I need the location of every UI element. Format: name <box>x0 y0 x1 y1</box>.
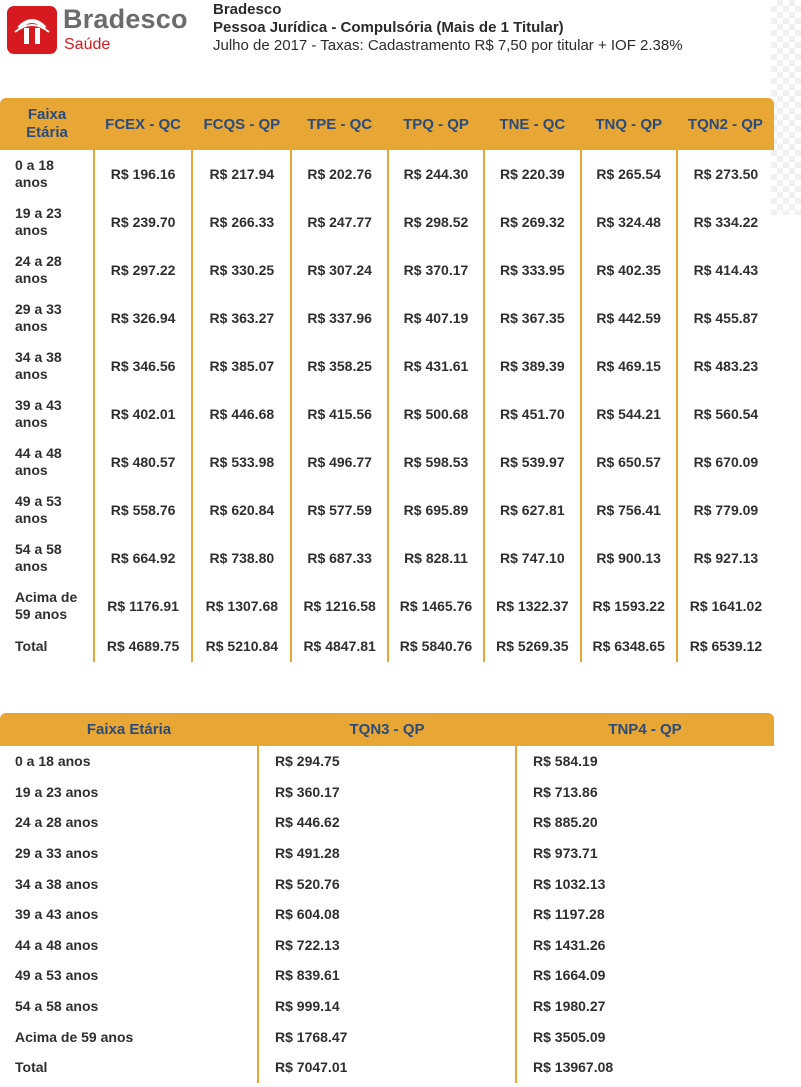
brand-name: Bradesco <box>63 4 188 34</box>
price-cell: R$ 828.11 <box>388 534 484 582</box>
table-row <box>0 246 774 294</box>
price-cell: R$ 695.89 <box>388 486 484 534</box>
price-cell: R$ 1307.68 <box>192 582 291 630</box>
table-row <box>0 746 774 777</box>
table-row <box>0 438 774 486</box>
price-cell: R$ 1768.47 <box>258 1021 516 1052</box>
price-cell: R$ 558.76 <box>94 486 192 534</box>
price-cell: R$ 446.62 <box>258 807 516 838</box>
age-range-cell: 29 a 33 anos <box>15 845 99 862</box>
table-row <box>0 294 774 342</box>
table-row <box>0 198 774 246</box>
table-row <box>0 582 774 630</box>
price-cell: R$ 385.07 <box>192 342 291 390</box>
age-range-cell: 49 a 53 anos <box>15 493 62 526</box>
table-row <box>0 534 774 582</box>
total-row <box>0 1052 774 1083</box>
price-cell: R$ 713.86 <box>516 777 774 808</box>
table-row <box>0 991 774 1022</box>
price-cell: R$ 455.87 <box>677 294 774 342</box>
total-label: Total <box>15 1059 48 1076</box>
price-cell: R$ 756.41 <box>581 486 677 534</box>
price-cell: R$ 220.39 <box>484 150 580 198</box>
price-cell: R$ 664.92 <box>94 534 192 582</box>
price-cell: R$ 333.95 <box>484 246 580 294</box>
column-header: TPQ - QP <box>388 98 484 150</box>
price-cell: R$ 1431.26 <box>516 930 774 961</box>
age-range-cell: 34 a 38 anos <box>15 875 99 892</box>
price-cell: R$ 533.98 <box>192 438 291 486</box>
price-cell: R$ 598.53 <box>388 438 484 486</box>
price-cell: R$ 407.19 <box>388 294 484 342</box>
price-cell: R$ 402.01 <box>94 390 192 438</box>
age-range-cell: 29 a 33 anos <box>15 301 62 334</box>
price-cell: R$ 265.54 <box>581 150 677 198</box>
price-cell: R$ 367.35 <box>484 294 580 342</box>
price-cell: R$ 244.30 <box>388 150 484 198</box>
age-range-cell: Acima de 59 anos <box>15 1028 134 1045</box>
total-cell: R$ 6348.65 <box>581 630 677 662</box>
price-cell: R$ 1465.76 <box>388 582 484 630</box>
age-range-cell: 19 a 23 anos <box>15 783 99 800</box>
price-cell: R$ 687.33 <box>291 534 387 582</box>
price-cell: R$ 414.43 <box>677 246 774 294</box>
price-cell: R$ 1593.22 <box>581 582 677 630</box>
total-cell: R$ 5269.35 <box>484 630 580 662</box>
table-row <box>0 1021 774 1052</box>
column-header: TNE - QC <box>484 98 580 150</box>
column-header: FCEX - QC <box>94 98 192 150</box>
price-cell: R$ 389.39 <box>484 342 580 390</box>
price-cell: R$ 446.68 <box>192 390 291 438</box>
price-cell: R$ 294.75 <box>258 746 516 777</box>
price-cell: R$ 500.68 <box>388 390 484 438</box>
price-cell: R$ 560.54 <box>677 390 774 438</box>
total-label: Total <box>15 637 48 654</box>
price-cell: R$ 1980.27 <box>516 991 774 1022</box>
price-cell: R$ 3505.09 <box>516 1021 774 1052</box>
table-row <box>0 930 774 961</box>
table-row <box>0 899 774 930</box>
price-cell: R$ 670.09 <box>677 438 774 486</box>
price-cell: R$ 927.13 <box>677 534 774 582</box>
column-header: TNP4 - QP <box>516 713 774 746</box>
bradesco-logo-icon <box>7 6 57 54</box>
price-cell: R$ 247.77 <box>291 198 387 246</box>
price-cell: R$ 324.48 <box>581 198 677 246</box>
price-cell: R$ 1032.13 <box>516 868 774 899</box>
price-cell: R$ 298.52 <box>388 198 484 246</box>
total-cell: R$ 7047.01 <box>258 1052 516 1083</box>
price-cell: R$ 217.94 <box>192 150 291 198</box>
header-line-1: Bradesco <box>213 1 282 18</box>
age-range-cell: 0 a 18 anos <box>15 157 54 190</box>
table-row <box>0 868 774 899</box>
price-cell: R$ 999.14 <box>258 991 516 1022</box>
price-cell: R$ 1216.58 <box>291 582 387 630</box>
price-cell: R$ 1641.02 <box>677 582 774 630</box>
price-cell: R$ 738.80 <box>192 534 291 582</box>
total-cell: R$ 5210.84 <box>192 630 291 662</box>
age-range-cell: 39 a 43 anos <box>15 397 62 430</box>
price-cell: R$ 1322.37 <box>484 582 580 630</box>
price-cell: R$ 239.70 <box>94 198 192 246</box>
total-row <box>0 630 774 662</box>
age-range-cell: 39 a 43 anos <box>15 906 99 923</box>
price-cell: R$ 402.35 <box>581 246 677 294</box>
price-cell: R$ 196.16 <box>94 150 192 198</box>
table-header-row <box>0 98 774 150</box>
age-range-cell: 44 a 48 anos <box>15 445 62 478</box>
price-cell: R$ 326.94 <box>94 294 192 342</box>
price-cell: R$ 415.56 <box>291 390 387 438</box>
age-range-cell: 19 a 23 anos <box>15 205 62 238</box>
price-cell: R$ 273.50 <box>677 150 774 198</box>
age-range-cell: 49 a 53 anos <box>15 967 99 984</box>
table-row <box>0 960 774 991</box>
price-cell: R$ 900.13 <box>581 534 677 582</box>
table-row <box>0 777 774 808</box>
price-cell: R$ 722.13 <box>258 930 516 961</box>
price-cell: R$ 346.56 <box>94 342 192 390</box>
price-cell: R$ 483.23 <box>677 342 774 390</box>
column-header: FCQS - QP <box>192 98 291 150</box>
age-column-header: Faixa Etária <box>0 713 258 746</box>
price-cell: R$ 584.19 <box>516 746 774 777</box>
table-header-row <box>0 713 774 746</box>
price-cell: R$ 337.96 <box>291 294 387 342</box>
price-cell: R$ 973.71 <box>516 838 774 869</box>
price-cell: R$ 839.61 <box>258 960 516 991</box>
price-cell: R$ 266.33 <box>192 198 291 246</box>
price-cell: R$ 577.59 <box>291 486 387 534</box>
price-cell: R$ 334.22 <box>677 198 774 246</box>
table-row <box>0 390 774 438</box>
price-cell: R$ 1664.09 <box>516 960 774 991</box>
table-row <box>0 807 774 838</box>
age-range-cell: 34 a 38 anos <box>15 349 62 382</box>
price-cell: R$ 269.32 <box>484 198 580 246</box>
price-cell: R$ 307.24 <box>291 246 387 294</box>
age-range-cell: 24 a 28 anos <box>15 253 62 286</box>
price-cell: R$ 539.97 <box>484 438 580 486</box>
price-cell: R$ 627.81 <box>484 486 580 534</box>
price-cell: R$ 442.59 <box>581 294 677 342</box>
total-cell: R$ 5840.76 <box>388 630 484 662</box>
price-cell: R$ 360.17 <box>258 777 516 808</box>
price-cell: R$ 202.76 <box>291 150 387 198</box>
age-range-cell: 44 a 48 anos <box>15 936 99 953</box>
price-cell: R$ 650.57 <box>581 438 677 486</box>
brand-subtitle: Saúde <box>64 36 111 53</box>
price-cell: R$ 1176.91 <box>94 582 192 630</box>
age-column-header: Faixa Etária <box>0 98 94 150</box>
price-cell: R$ 451.70 <box>484 390 580 438</box>
price-cell: R$ 779.09 <box>677 486 774 534</box>
total-cell: R$ 6539.12 <box>677 630 774 662</box>
total-cell: R$ 13967.08 <box>516 1052 774 1083</box>
price-cell: R$ 363.27 <box>192 294 291 342</box>
age-range-cell: 0 a 18 anos <box>15 753 91 770</box>
price-cell: R$ 520.76 <box>258 868 516 899</box>
total-cell: R$ 4689.75 <box>94 630 192 662</box>
age-range-cell: 54 a 58 anos <box>15 541 62 574</box>
column-header: TNQ - QP <box>581 98 677 150</box>
price-cell: R$ 297.22 <box>94 246 192 294</box>
header-line-2: Pessoa Jurídica - Compulsória (Mais de 1 Titular) <box>213 19 564 36</box>
table-row <box>0 838 774 869</box>
page-header <box>0 0 801 70</box>
age-range-cell: Acima de 59 anos <box>15 589 78 622</box>
table-row <box>0 150 774 198</box>
price-cell: R$ 330.25 <box>192 246 291 294</box>
price-table-2 <box>0 713 774 1083</box>
price-cell: R$ 885.20 <box>516 807 774 838</box>
table-row <box>0 486 774 534</box>
price-cell: R$ 1197.28 <box>516 899 774 930</box>
price-table-1 <box>0 98 774 662</box>
column-header: TQN2 - QP <box>677 98 774 150</box>
price-cell: R$ 620.84 <box>192 486 291 534</box>
price-cell: R$ 604.08 <box>258 899 516 930</box>
price-cell: R$ 496.77 <box>291 438 387 486</box>
age-range-cell: 54 a 58 anos <box>15 998 99 1015</box>
price-cell: R$ 431.61 <box>388 342 484 390</box>
column-header: TPE - QC <box>291 98 387 150</box>
price-cell: R$ 469.15 <box>581 342 677 390</box>
price-cell: R$ 480.57 <box>94 438 192 486</box>
price-cell: R$ 544.21 <box>581 390 677 438</box>
column-header: TQN3 - QP <box>258 713 516 746</box>
price-cell: R$ 747.10 <box>484 534 580 582</box>
age-range-cell: 24 a 28 anos <box>15 814 99 831</box>
price-cell: R$ 370.17 <box>388 246 484 294</box>
price-cell: R$ 358.25 <box>291 342 387 390</box>
price-cell: R$ 491.28 <box>258 838 516 869</box>
total-cell: R$ 4847.81 <box>291 630 387 662</box>
header-line-3: Julho de 2017 - Taxas: Cadastramento R$ 7,50 por titular + IOF 2.38% <box>213 37 683 54</box>
table-row <box>0 342 774 390</box>
